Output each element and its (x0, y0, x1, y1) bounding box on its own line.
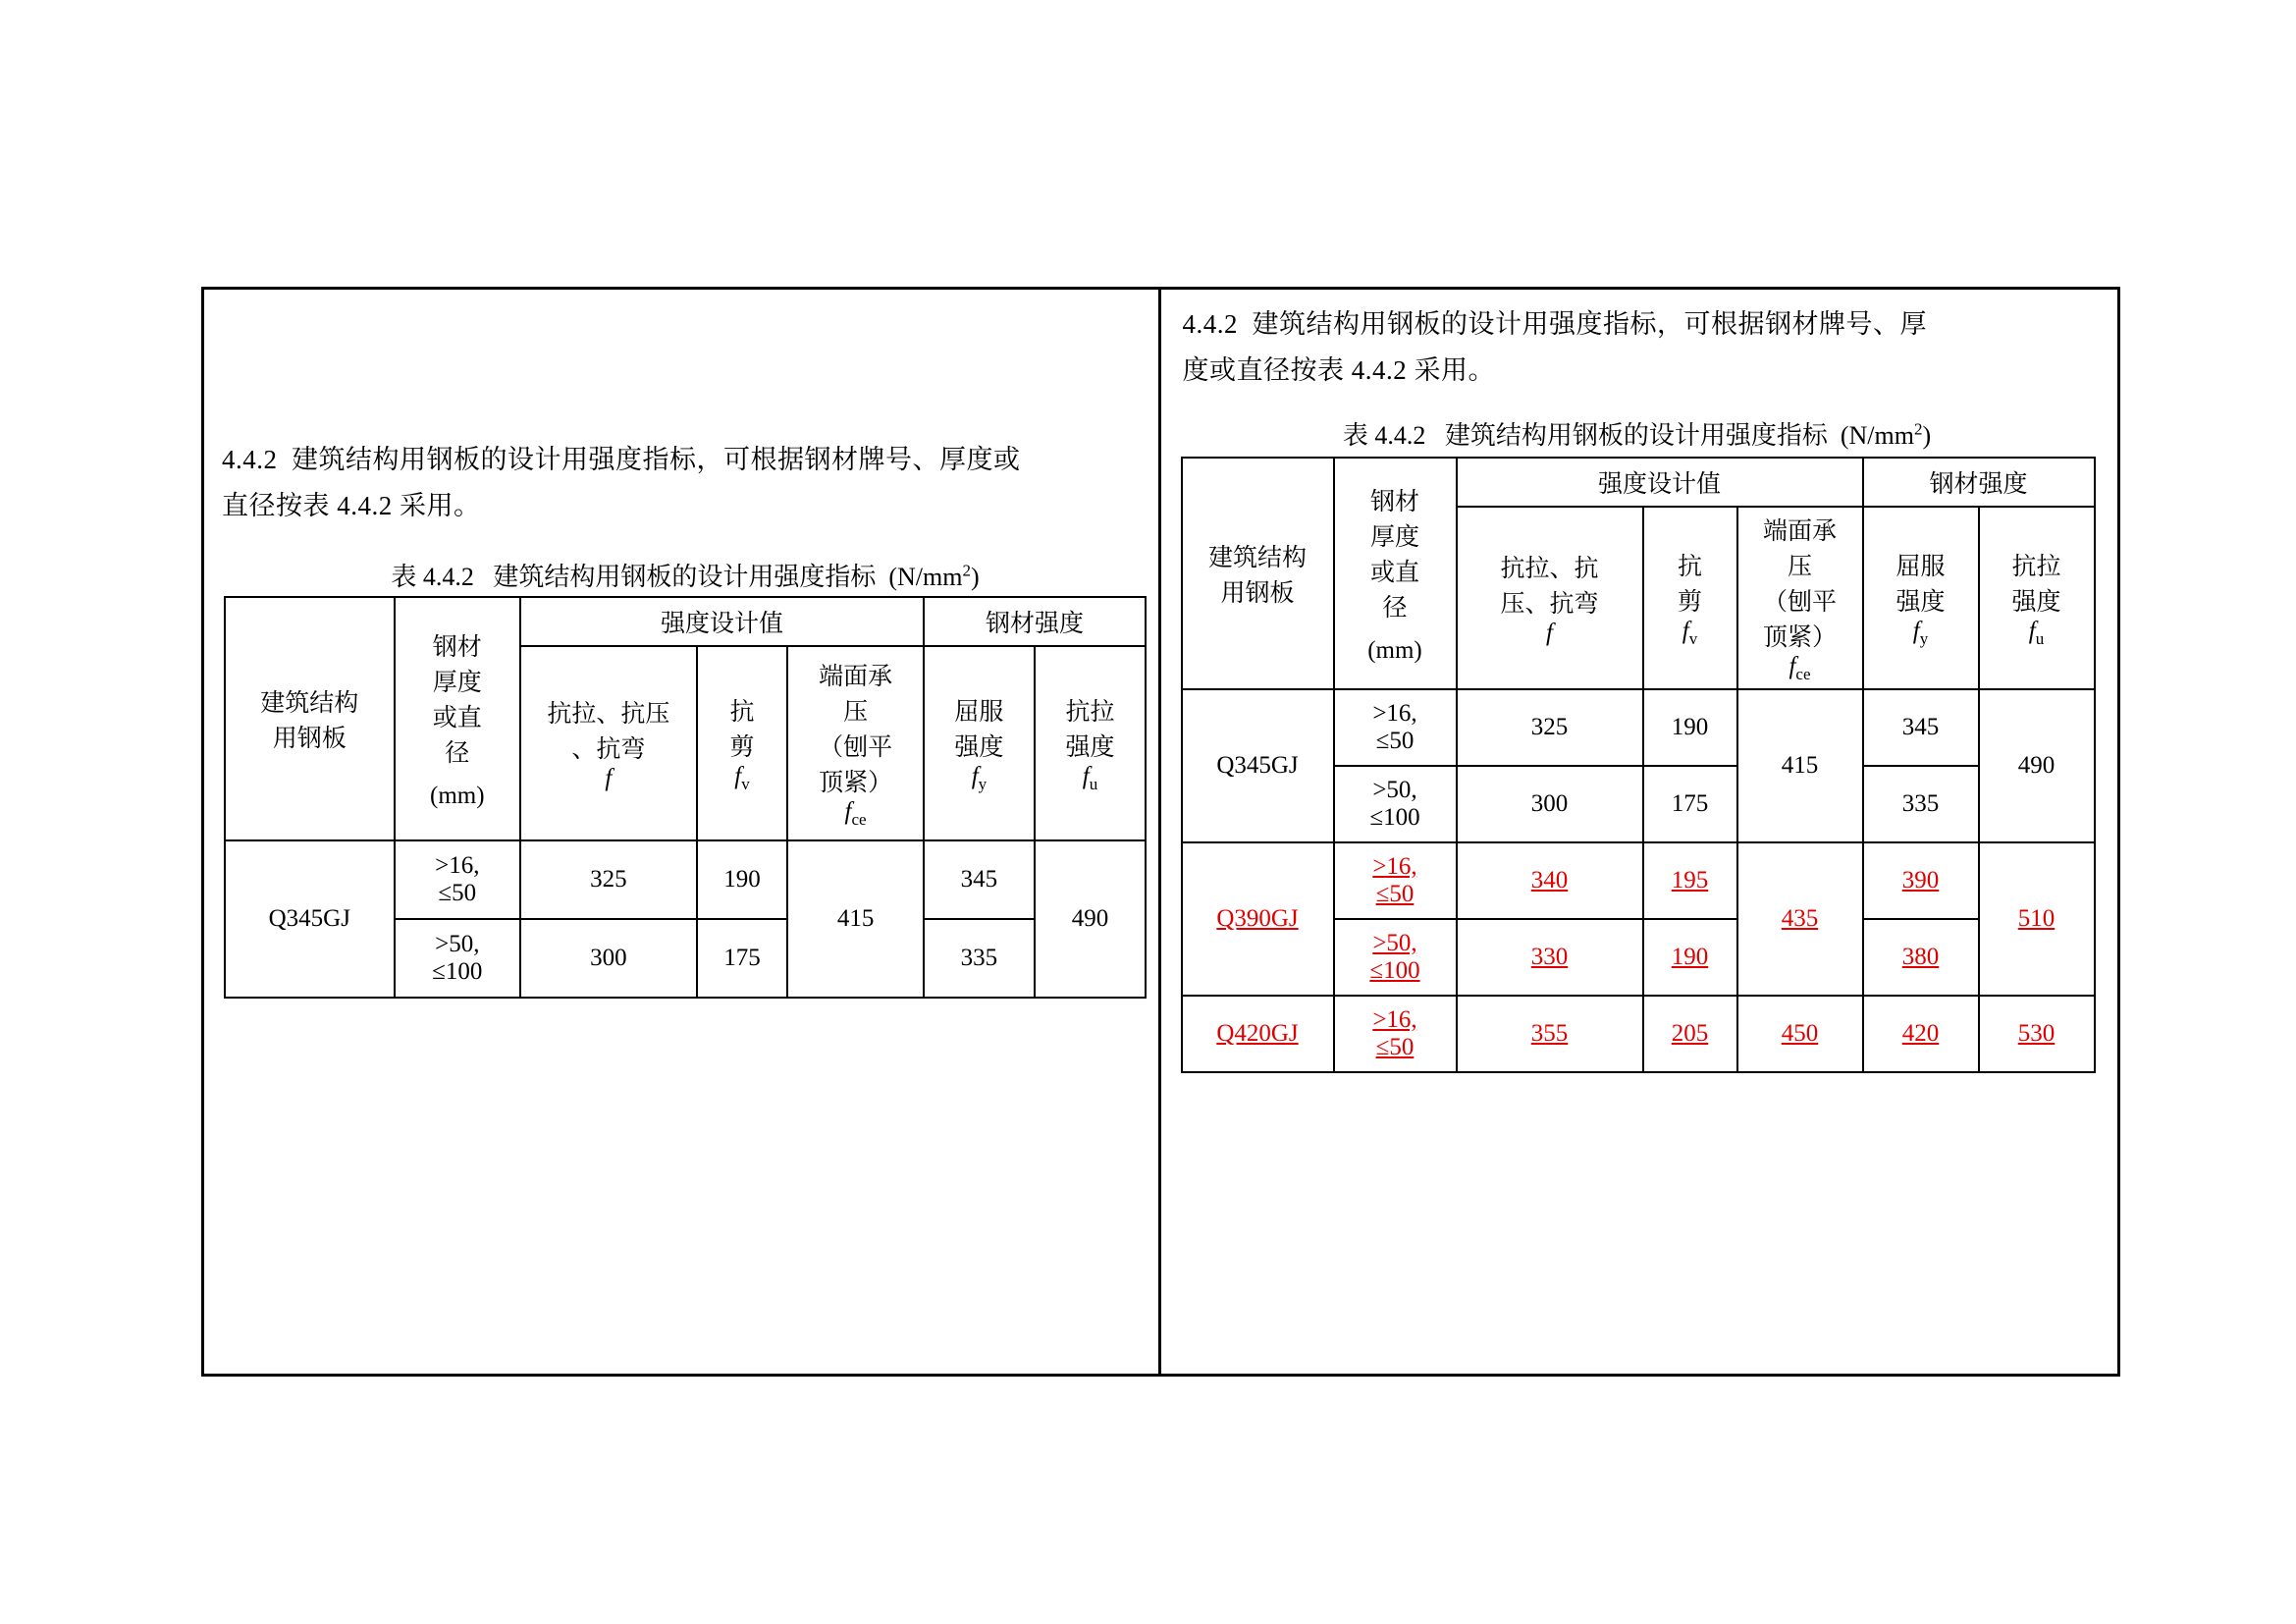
header-tension-symbol-right: f (1546, 620, 1553, 646)
cell-fu-q345gj-left: 490 (1035, 840, 1146, 998)
cell-fce-q345gj-right: 415 (1737, 689, 1863, 842)
cell-thickness-line1: >16, (1372, 1006, 1417, 1033)
cell-grade-q345gj-right: Q345GJ (1182, 689, 1334, 842)
clause-text-left-line1: 建筑结构用钢板的设计用强度指标，可根据钢材牌号、厚度或 (292, 445, 1021, 474)
header-shear-subscript-right: v (1688, 629, 1698, 648)
cell-thickness-line1: >16, (435, 852, 480, 879)
header-yield-line1-left: 屈服 (954, 699, 1004, 726)
header-yield-left (924, 646, 1035, 840)
cell-thickness-line2: ≤100 (1369, 957, 1420, 984)
right-column-revised (1161, 290, 2118, 1374)
header-material-line1-left: 建筑结构 (260, 690, 359, 717)
header-material-right (1182, 458, 1334, 689)
cell-thickness-line1: >50, (1372, 777, 1417, 803)
steel-strength-table-revised (1181, 457, 2096, 1073)
cell-fu-q390gj: 510 (1979, 842, 2095, 996)
header-ultimate-subscript-left: u (1089, 775, 1098, 793)
header-shear-line1-left: 抗 (729, 699, 755, 726)
header-ultimate-right (1979, 507, 2095, 689)
cell-thickness-q420gj-1 (1334, 996, 1457, 1072)
table-caption-right (1181, 415, 2094, 452)
clause-number-right: 4.4.2 (1182, 309, 1238, 339)
left-column-original (204, 290, 1161, 1374)
header-material-line2-right: 用钢板 (1220, 580, 1295, 607)
header-yield-line2-left: 强度 (954, 734, 1004, 761)
header-thickness-line3-left: 或直 (432, 705, 482, 731)
cell-fv-q345gj-1-right: 190 (1643, 689, 1737, 766)
table-row (1182, 689, 2095, 766)
header-ultimate-line2-right: 强度 (2011, 589, 2061, 616)
header-shear-right (1643, 507, 1737, 689)
clause-text-right-line1: 建筑结构用钢板的设计用强度指标，可根据钢材牌号、厚 (1252, 309, 1927, 339)
header-shear-symbol-left: f (734, 763, 742, 789)
header-group-strength-left: 钢材强度 (924, 597, 1146, 646)
header-thickness-line1-right: 钢材 (1369, 489, 1419, 515)
cell-f-q345gj-2-right: 300 (1457, 766, 1643, 842)
cell-thickness-q390gj-1 (1334, 842, 1457, 919)
cell-f-q345gj-1-right: 325 (1457, 689, 1643, 766)
steel-strength-table-original (224, 596, 1147, 999)
cell-fy-q420gj-1: 420 (1863, 996, 1979, 1072)
cell-thickness-q345gj-2-left (395, 919, 520, 998)
header-bearing-line4-left: 顶紧） (819, 770, 893, 796)
cell-thickness-line1: >16, (1372, 853, 1417, 880)
table-header-row-1 (1182, 458, 2095, 507)
cell-fv-q345gj-1-left: 190 (697, 840, 787, 919)
table-caption-unit-left: (N/mm (888, 563, 963, 591)
clause-text-right-line2: 度或直径按表 4.4.2 采用。 (1182, 355, 1495, 386)
header-bearing-left (787, 646, 924, 840)
cell-thickness-line2: ≤50 (438, 880, 477, 906)
cell-fu-q420gj: 530 (1979, 996, 2095, 1072)
clause-text-left-line2: 直径按表 4.4.2 采用。 (222, 491, 481, 521)
header-bearing-line3-left: （刨平 (819, 734, 893, 761)
cell-f-q420gj-1: 355 (1457, 996, 1643, 1072)
header-bearing-line1-right: 端面承 (1762, 518, 1837, 545)
header-ultimate-left (1035, 646, 1146, 840)
header-material-left (225, 597, 395, 840)
header-thickness-unit-right: (mm) (1367, 637, 1422, 664)
cell-fv-q345gj-2-right: 175 (1643, 766, 1737, 842)
cell-fv-q390gj-2: 190 (1643, 919, 1737, 996)
header-thickness-line1-left: 钢材 (432, 634, 482, 661)
header-group-design-left: 强度设计值 (520, 597, 924, 646)
table-row (1182, 842, 2095, 919)
cell-thickness-q345gj-2-right (1334, 766, 1457, 842)
header-material-line2-left: 用钢板 (272, 726, 347, 752)
cell-fv-q345gj-2-left: 175 (697, 919, 787, 998)
cell-fce-q420gj: 450 (1737, 996, 1863, 1072)
header-tension-line2-right: 压、抗弯 (1500, 591, 1599, 618)
table-row (1182, 996, 2095, 1072)
header-bearing-symbol-right: f (1789, 653, 1796, 679)
cell-grade-q390gj: Q390GJ (1182, 842, 1334, 996)
header-thickness-line4-right: 径 (1382, 595, 1408, 622)
cell-fy-q345gj-2-right: 335 (1863, 766, 1979, 842)
cell-thickness-line2: ≤100 (432, 958, 483, 985)
header-thickness-line2-right: 厚度 (1369, 524, 1419, 551)
clause-number-left: 4.4.2 (222, 445, 278, 474)
header-thickness-left (395, 597, 520, 840)
header-yield-symbol-left: f (971, 763, 979, 789)
header-yield-line2-right: 强度 (1896, 589, 1946, 616)
cell-fv-q390gj-1: 195 (1643, 842, 1737, 919)
cell-fv-q420gj-1: 205 (1643, 996, 1737, 1072)
table-header-row-1 (225, 597, 1146, 646)
header-bearing-symbol-left: f (844, 798, 852, 825)
header-tension-line1-left: 抗拉、抗压 (547, 701, 670, 728)
header-thickness-right (1334, 458, 1457, 689)
cell-f-q345gj-2-left: 300 (520, 919, 697, 998)
cell-thickness-line2: ≤50 (1375, 881, 1415, 907)
header-shear-line2-left: 剪 (729, 734, 755, 761)
table-caption-unit-end-right: ) (1922, 421, 1932, 450)
header-thickness-line4-left: 径 (445, 740, 470, 767)
cell-thickness-line2: ≤50 (1375, 728, 1415, 754)
table-caption-unit-sup-right: 2 (1913, 419, 1923, 439)
table-caption-text-right: 建筑结构用钢板的设计用强度指标 (1444, 421, 1828, 450)
header-yield-subscript-left: y (978, 775, 988, 793)
header-yield-symbol-right: f (1912, 618, 1920, 644)
header-tension-left (520, 646, 697, 840)
cell-thickness-line2: ≤50 (1375, 1034, 1415, 1060)
table-caption-text-left: 建筑结构用钢板的设计用强度指标 (493, 563, 877, 591)
cell-fy-q390gj-2: 380 (1863, 919, 1979, 996)
header-ultimate-line1-left: 抗拉 (1065, 699, 1115, 726)
header-bearing-right (1737, 507, 1863, 689)
clause-paragraph-left (222, 437, 1164, 530)
header-group-design-right: 强度设计值 (1457, 458, 1863, 507)
clause-paragraph-right (1183, 301, 2096, 395)
header-yield-line1-right: 屈服 (1896, 554, 1946, 580)
header-group-strength-right: 钢材强度 (1863, 458, 2095, 507)
header-yield-subscript-right: y (1919, 629, 1929, 648)
header-bearing-subscript-right: ce (1795, 665, 1811, 683)
header-bearing-subscript-left: ce (851, 810, 867, 829)
cell-thickness-line1: >50, (435, 931, 480, 957)
cell-thickness-q345gj-1-right (1334, 689, 1457, 766)
header-tension-line1-right: 抗拉、抗 (1500, 556, 1599, 582)
header-shear-left (697, 646, 787, 840)
header-shear-line1-right: 抗 (1677, 554, 1702, 580)
cell-fy-q345gj-1-left: 345 (924, 840, 1035, 919)
header-bearing-line2-left: 压 (843, 699, 869, 726)
header-bearing-line4-right: 顶紧） (1762, 624, 1837, 651)
table-caption-prefix-left: 表 4.4.2 (391, 563, 474, 591)
header-ultimate-subscript-right: u (2035, 629, 2045, 648)
header-yield-right (1863, 507, 1979, 689)
header-shear-symbol-right: f (1682, 618, 1689, 644)
cell-fy-q390gj-1: 390 (1863, 842, 1979, 919)
header-tension-right (1457, 507, 1643, 689)
table-caption-unit-right: (N/mm (1840, 421, 1914, 450)
table-caption-unit-sup-left: 2 (962, 561, 971, 580)
document-page (201, 287, 2120, 1377)
table-row (225, 840, 1146, 919)
header-thickness-line3-right: 或直 (1369, 560, 1419, 586)
header-bearing-line1-left: 端面承 (819, 664, 893, 690)
table-caption-unit-end-left: ) (970, 563, 980, 591)
cell-f-q390gj-1: 340 (1457, 842, 1643, 919)
header-ultimate-symbol-right: f (2028, 618, 2036, 644)
cell-fu-q345gj-right: 490 (1979, 689, 2095, 842)
cell-thickness-q345gj-1-left (395, 840, 520, 919)
header-shear-subscript-left: v (741, 775, 750, 793)
header-shear-line2-right: 剪 (1677, 589, 1702, 616)
cell-thickness-q390gj-2 (1334, 919, 1457, 996)
header-ultimate-line2-left: 强度 (1065, 734, 1115, 761)
cell-fy-q345gj-1-right: 345 (1863, 689, 1979, 766)
table-caption-left (224, 557, 1147, 593)
cell-fce-q390gj: 435 (1737, 842, 1863, 996)
cell-thickness-line2: ≤100 (1369, 804, 1420, 831)
header-tension-symbol-left: f (605, 765, 613, 791)
cell-f-q345gj-1-left: 325 (520, 840, 697, 919)
header-bearing-line2-right: 压 (1787, 554, 1812, 580)
header-ultimate-symbol-left: f (1082, 763, 1090, 789)
header-tension-line2-left: 、抗弯 (571, 736, 646, 763)
header-thickness-line2-left: 厚度 (432, 670, 482, 696)
cell-grade-q345gj-left: Q345GJ (225, 840, 395, 998)
header-bearing-line3-right: （刨平 (1762, 589, 1837, 616)
header-thickness-unit-left: (mm) (430, 783, 485, 809)
header-ultimate-line1-right: 抗拉 (2011, 554, 2061, 580)
cell-f-q390gj-2: 330 (1457, 919, 1643, 996)
table-caption-prefix-right: 表 4.4.2 (1342, 421, 1426, 450)
cell-thickness-line1: >50, (1372, 930, 1417, 956)
cell-fce-q345gj-left: 415 (787, 840, 924, 998)
cell-thickness-line1: >16, (1372, 700, 1417, 727)
cell-grade-q420gj: Q420GJ (1182, 996, 1334, 1072)
cell-fy-q345gj-2-left: 335 (924, 919, 1035, 998)
header-material-line1-right: 建筑结构 (1207, 545, 1307, 571)
